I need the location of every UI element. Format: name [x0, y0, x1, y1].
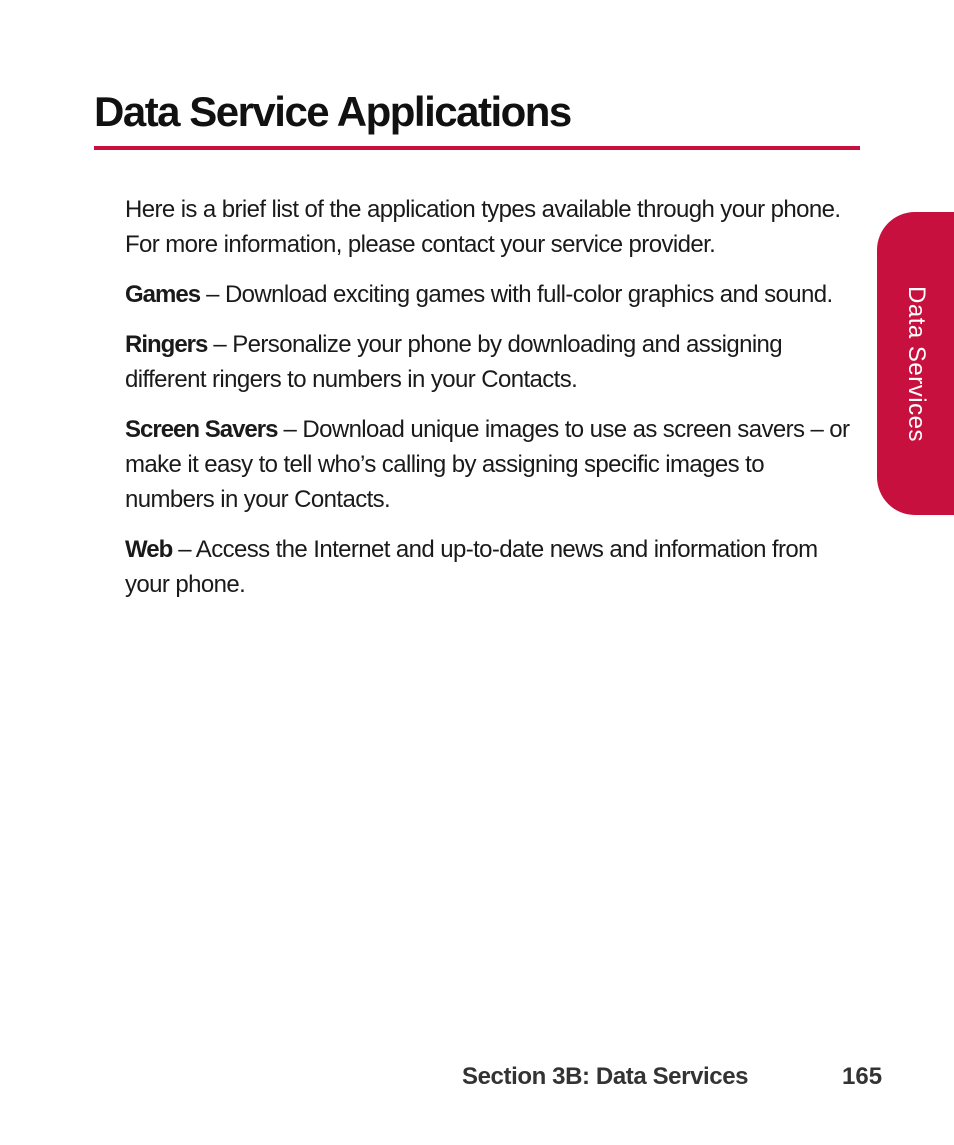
- item-ringers: [125, 327, 850, 397]
- item-web: [125, 532, 850, 602]
- page-title: Data Service Applications: [94, 88, 571, 135]
- item-term: Ringers: [125, 331, 208, 358]
- title-rule: [94, 146, 860, 150]
- item-description: – Download unique images to use as screen savers – or make it easy to tell who’s calling by assigning specific images to numbers in your Contacts.: [125, 416, 850, 513]
- item-description: – Personalize your phone by downloading and assigning different ringers to numbers in your Contacts.: [125, 331, 783, 393]
- item-term: Web: [125, 536, 173, 563]
- footer-section-label: Section 3B: Data Services: [462, 1063, 749, 1090]
- item-term: Screen Savers: [125, 416, 278, 443]
- item-description: – Access the Internet and up-to-date news and information from your phone.: [125, 536, 818, 598]
- body-content: [125, 192, 850, 617]
- section-side-tab: [877, 212, 954, 515]
- item-term: Games: [125, 281, 201, 308]
- footer-page-number: 165: [842, 1063, 883, 1090]
- intro-paragraph: Here is a brief list of the application types available through your phone. For more information, please contact your service provider.: [125, 196, 841, 258]
- section-side-tab-label: Data Services: [902, 285, 930, 442]
- item-games: [125, 277, 850, 312]
- item-screen-savers: [125, 412, 850, 517]
- item-description: – Download exciting games with full-color graphics and sound.: [200, 281, 833, 308]
